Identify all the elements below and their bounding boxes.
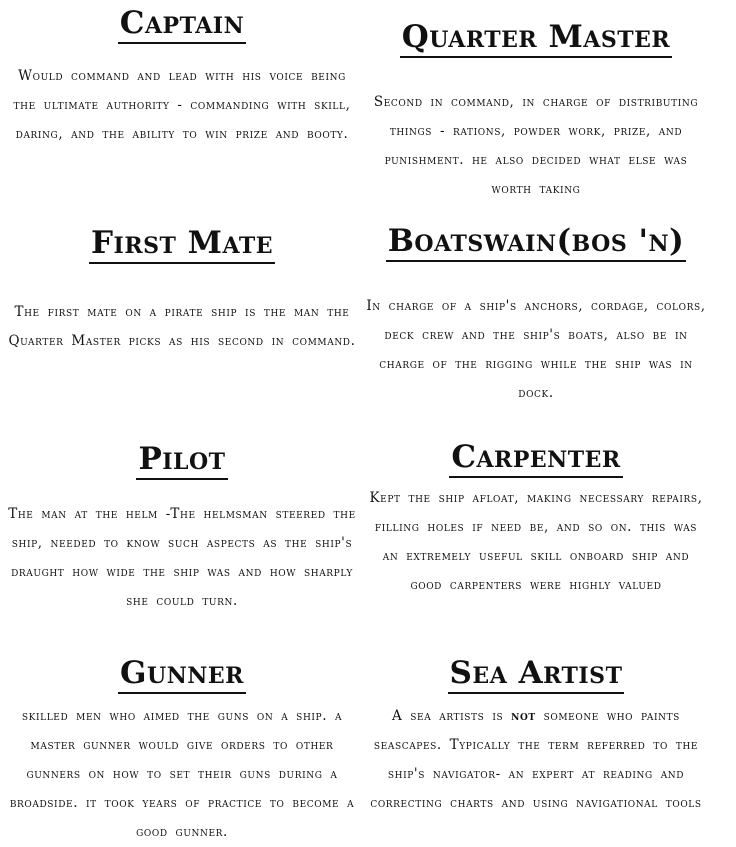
role-title-captain: Captain: [118, 6, 246, 44]
role-boatswain: [366, 224, 706, 408]
role-captain: [8, 6, 356, 149]
role-title-boatswain: Boatswain(bos 'n): [386, 224, 687, 262]
role-title-sea-artist: Sea Artist: [448, 656, 625, 694]
role-desc-first-mate: The first mate on a pirate ship is the man the Quarter Master picks as his second in command.: [8, 304, 356, 349]
role-desc-captain: Would command and lead with his voice being the ultimate authority - commanding with skill, daring, and the ability to win prize and booty.: [13, 68, 351, 142]
role-title-quarter-master: Quarter Master: [400, 20, 672, 58]
role-desc-sea-artist: [366, 702, 706, 818]
role-carpenter: [366, 440, 706, 600]
role-title-gunner: Gunner: [118, 656, 246, 694]
role-desc-quarter-master: Second in command, in charge of distributing things - rations, powder work, prize, and punishment. he also decided what else was worth taking: [373, 94, 699, 197]
sea-artist-desc-part-2: someone who paints seascapes. Typically the term referred to the ship's navigator- an expert at reading and correcting charts and using navigational tools: [370, 708, 702, 811]
role-desc-gunner: skilled men who aimed the guns on a ship. a master gunner would give orders to other gunners on how to set their guns during a broadside. it took years of practice to become a good gunner.: [9, 708, 355, 840]
role-title-first-mate: First Mate: [89, 226, 275, 264]
role-desc-pilot: The man at the helm -The helmsman steered the ship, needed to know such aspects as the ship's draught how wide the ship was and how sharply she could turn.: [8, 506, 356, 609]
role-quarter-master: [366, 20, 706, 204]
role-sea-artist: [366, 656, 706, 818]
role-gunner: [8, 656, 356, 847]
role-first-mate: [8, 226, 356, 356]
role-desc-boatswain: In charge of a ship's anchors, cordage, colors, deck crew and the ship's boats, also be in charge of the rigging while the ship was in dock.: [366, 298, 706, 401]
sea-artist-desc-emphasis: not: [511, 708, 536, 724]
role-pilot: [8, 442, 356, 616]
role-desc-carpenter: Kept the ship afloat, making necessary repairs, filling holes if need be, and so on. this was an extremely useful skill onboard ship and good carpenters were highly valued: [369, 490, 703, 593]
sea-artist-desc-part-1: A sea artists is: [392, 708, 512, 724]
role-title-pilot: Pilot: [136, 442, 227, 480]
role-title-carpenter: Carpenter: [449, 440, 622, 478]
